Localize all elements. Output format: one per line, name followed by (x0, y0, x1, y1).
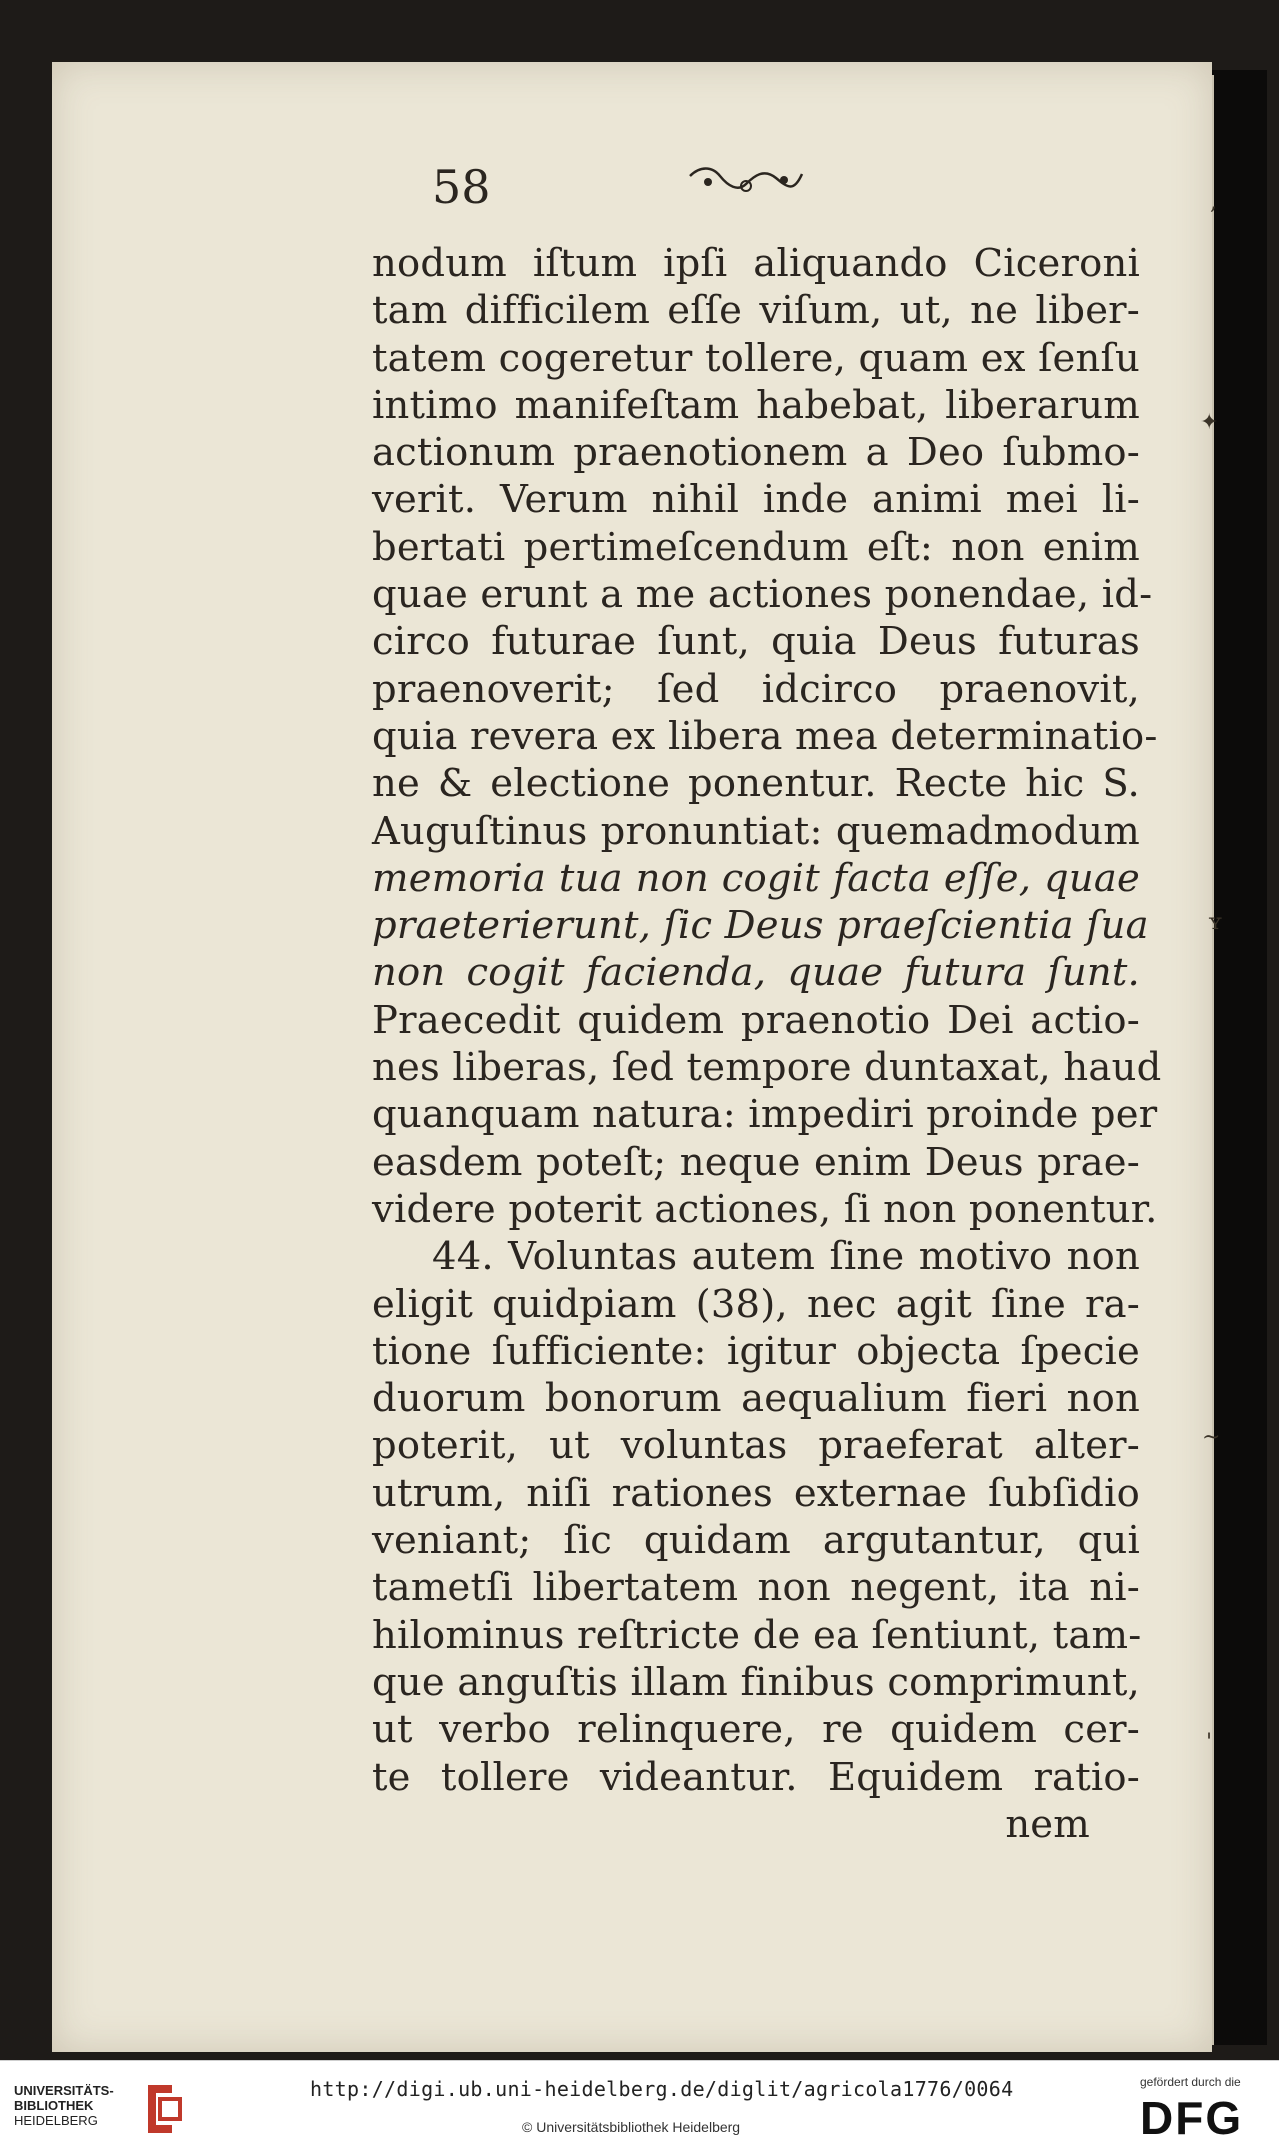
dfg-logo[interactable]: DFG (1140, 2092, 1244, 2144)
text-line: nes liberas, ſed tempore duntaxat, haud (372, 1045, 1162, 1091)
text-line: Auguſtinus pronuntiat: quemadmodum (372, 808, 1140, 854)
page-body-text (372, 240, 1162, 1848)
page-header (432, 160, 852, 220)
text-line: tam difficilem eſſe viſum, ut, ne liber- (372, 288, 1140, 334)
text-line: ne & electione ponentur. Recte hic S. (372, 761, 1140, 807)
catchword: nem (1005, 1801, 1090, 1847)
paragraph-start-line: 44. Voluntas autem ſine motivo non (432, 1234, 1140, 1280)
text-line: ut verbo relinquere, re quidem cer- (372, 1707, 1140, 1753)
italic-quote-line: memoria tua non cogit facta eſſe, quae (372, 855, 1140, 901)
text-line: quia revera ex libera mea determinatio- (372, 713, 1158, 759)
text-line: actionum praenotionem a Deo ſubmo- (372, 430, 1140, 476)
italic-quote-line: praeterierunt, ſic Deus praeſcientia ſua (372, 903, 1149, 949)
text-line: bertati pertimeſcendum eſt: non enim (372, 524, 1140, 570)
page-number: 58 (432, 160, 491, 214)
text-line: tione ſufficiente: igitur objecta ſpecie (372, 1328, 1140, 1374)
text-line: easdem poteſt; neque enim Deus prae- (372, 1139, 1140, 1185)
text-line: nodum iſtum ipſi aliquando Ciceroni (372, 241, 1140, 286)
text-line: te tollere videantur. Equidem ratio- (372, 1754, 1140, 1800)
text-line: poterit, ut voluntas praeferat alter- (372, 1423, 1140, 1469)
text-line: Praecedit quidem praenotio Dei actio- (372, 997, 1140, 1043)
text-line: hilominus reſtricte de ea ſentiunt, tam- (372, 1612, 1142, 1658)
library-logo-text: UNIVERSITÄTS- BIBLIOTHEK HEIDELBERG (14, 2083, 114, 2128)
text-line: que anguſtis illam finibus comprimunt, (372, 1659, 1140, 1705)
text-line: circo futurae ſunt, quia Deus futuras (372, 619, 1140, 665)
text-line: utrum, niſi rationes externae ſubſidio (372, 1470, 1140, 1516)
library-logo[interactable] (14, 2079, 184, 2139)
ornament-icon (686, 162, 806, 202)
library-logo-icon (142, 2079, 184, 2139)
text-line: videre poterit actiones, ſi non ponentur. (372, 1186, 1158, 1232)
viewer-footer (0, 2060, 1279, 2152)
copyright-notice: © Universitätsbibliothek Heidelberg (522, 2119, 741, 2135)
text-line: praenoverit; ſed idcirco praenovit, (372, 666, 1140, 712)
text-line: tatem cogeretur tollere, quam ex ſenſu (372, 335, 1140, 381)
text-line: tametſi libertatem non negent, ita ni- (372, 1565, 1140, 1611)
adjacent-page-marks: , ✦ ʏ ~ ' (1200, 190, 1223, 1755)
italic-quote-line: non cogit facienda, quae futura ſunt. (372, 950, 1140, 996)
text-line: veniant; ſic quidam argutantur, qui (372, 1518, 1140, 1564)
text-line: quae erunt a me actiones ponendae, id- (372, 572, 1153, 618)
permalink-url[interactable]: http://digi.ub.uni-heidelberg.de/diglit/agricola1776/0064 (310, 2077, 1014, 2101)
text-line: duorum bonorum aequalium fieri non (372, 1376, 1140, 1422)
text-line: eligit quidpiam (38), nec agit ſine ra- (372, 1281, 1140, 1327)
text-line: intimo manifeſtam habebat, liberarum (372, 382, 1140, 428)
funding-note: gefördert durch die (1140, 2075, 1241, 2089)
text-line: verit. Verum nihil inde animi mei li- (372, 477, 1140, 523)
text-line: quanquam natura: impediri proinde per (372, 1092, 1158, 1138)
